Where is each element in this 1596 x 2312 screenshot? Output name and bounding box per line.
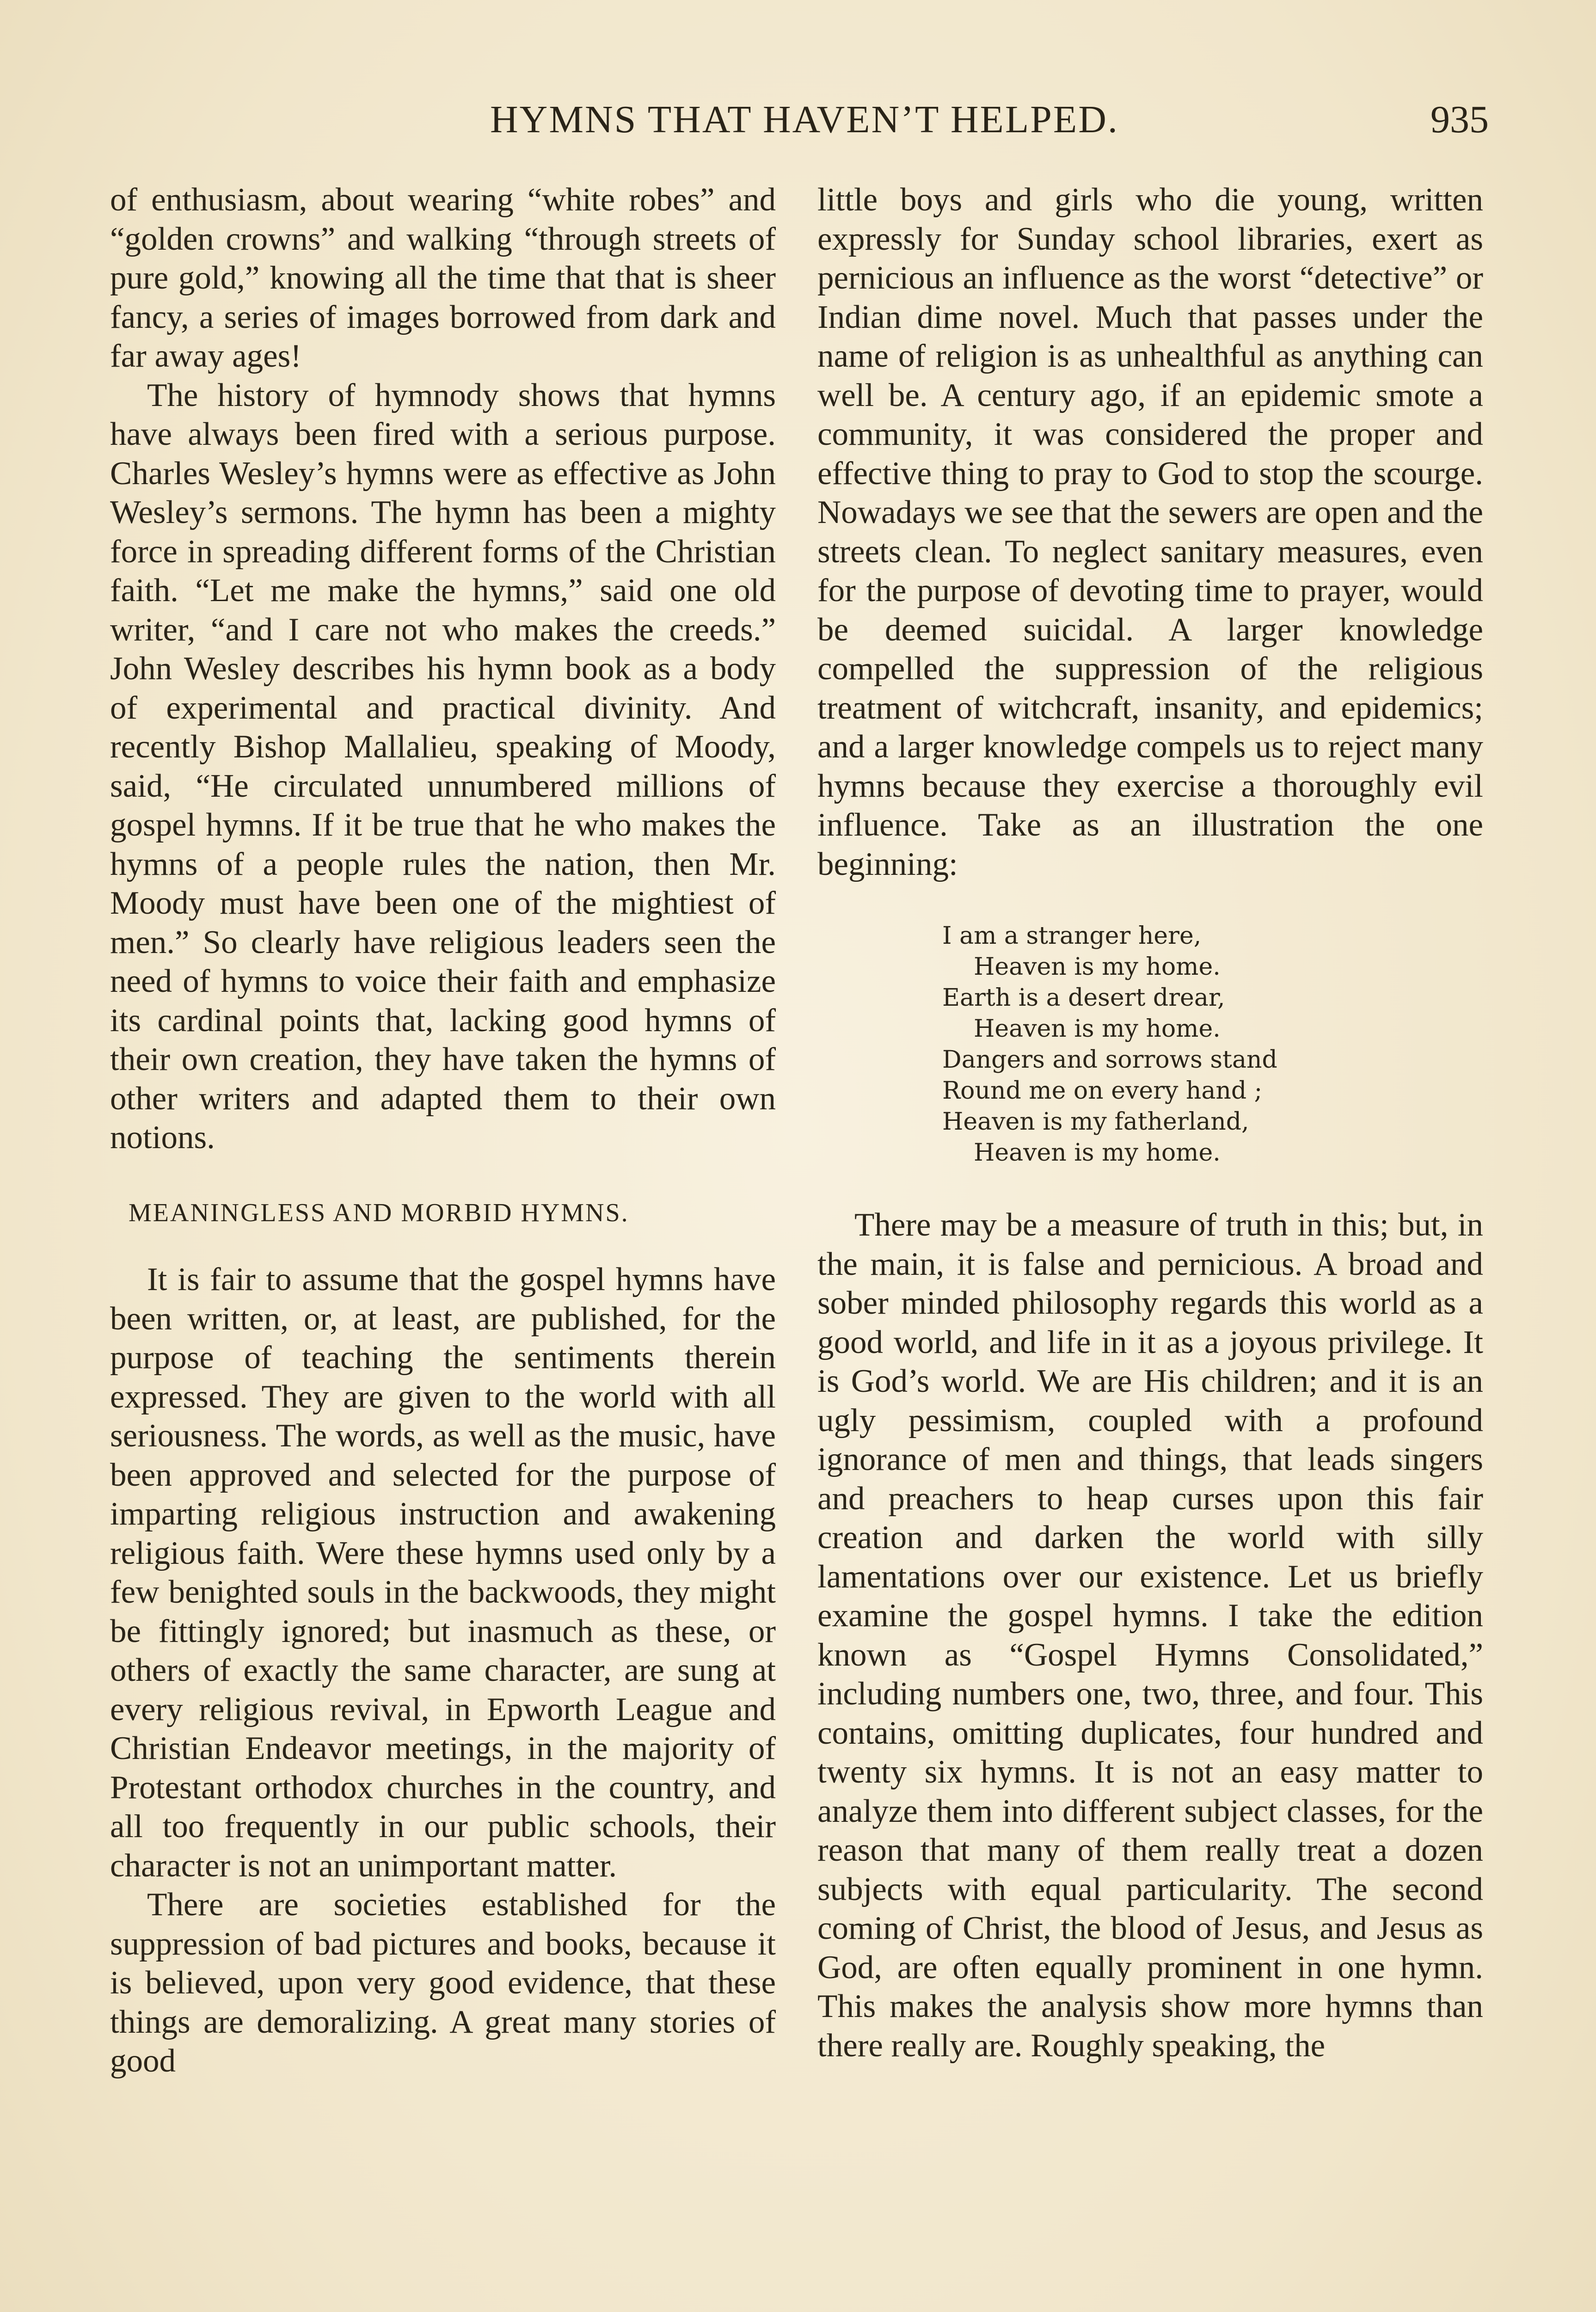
hymn-quotation	[817, 921, 1483, 1168]
right-column	[817, 180, 1483, 2065]
paragraph: of enthusiasm, about wearing “white robes” and “golden crowns” and walking “through streets of pure gold,” knowing all the time that that is sheer fancy, a series of images borrowed from dark and far away ages!	[110, 182, 776, 374]
poem-line: Earth is a desert drear,	[942, 984, 1225, 1012]
paragraph: There are societies established for the suppression of bad pictures and books, because it is believed, upon very good evidence, that these things are demoralizing. A great many stories of good	[110, 1887, 776, 2079]
running-title: HYMNS THAT HAVEN’T HELPED.	[490, 98, 1119, 141]
poem-line: I am a stranger here,	[942, 922, 1202, 950]
poem-line: Heaven is my home.	[974, 1139, 1221, 1167]
poem-line: Round me on every hand ;	[942, 1077, 1263, 1105]
poem-line: Heaven is my home.	[974, 953, 1221, 981]
poem-line: Heaven is my fatherland,	[942, 1108, 1249, 1136]
section-heading: MEANINGLESS AND MORBID HYMNS.	[129, 1198, 629, 1227]
poem-line: Heaven is my home.	[974, 1015, 1221, 1043]
paragraph: little boys and girls who die young, written expressly for Sunday school libraries, exert as pernicious an influence as the worst “detective” or Indian dime novel. Much that passes under the name of religion is as unhealthful as anything can well be. A century ago, if an epidemic smote a community, it was considered the proper and effective thing to pray to God to stop the scourge. Nowadays we see that the sewers are open and the streets clean. To neglect sanitary measures, even for the purpose of devoting time to prayer, would be deemed suicidal. A larger knowledge compelled the suppression of the religious treatment of witchcraft, insanity, and epidemics; and a larger knowledge compels us to reject many hymns because they exercise a thoroughly evil influence. Take as an illustration the one beginning:	[817, 182, 1483, 882]
paragraph: It is fair to assume that the gospel hymns have been written, or, at least, are published, for the purpose of teaching the sentiments therein expressed. They are given to the world with all seriousness. The words, as well as the music, have been approved and selected for the purpose of imparting religious instruction and awakening religious faith. Were these hymns used only by a few benighted souls in the backwoods, they might be fittingly ignored; but inasmuch as these, or others of exactly the same character, are sung at every religious revival, in Epworth League and Christian Endeavor meetings, in the majority of Protestant orthodox churches in the country, and all too frequently in our public schools, their character is not an unimportant matter.	[110, 1261, 776, 1884]
paragraph: There may be a measure of truth in this; but, in the main, it is false and pernicious. A broad and sober minded philosophy regards this world as a good world, and life in it as a joyous privilege. It is God’s world. We are His children; and it is an ugly pessimism, coupled with a profound ignorance of men and things, that leads singers and preachers to heap curses upon this fair creation and darken the world with silly lamentations over our existence. Let us briefly examine the gospel hymns. I take the edition known as “Gospel Hymns Consolidated,” including numbers one, two, three, and four. This contains, omitting duplicates, four hundred and twenty six hymns. It is not an easy matter to analyze them into different subject classes, for the reason that many of them really treat a dozen subjects with equal particularity. The second coming of Christ, the blood of Jesus, and Jesus as God, are often equally prominent in one hymn. This makes the analysis show more hymns than there really are. Roughly speaking, the	[817, 1207, 1483, 2064]
page-number: 935	[1430, 98, 1489, 141]
paragraph: The history of hymnody shows that hymns have always been fired with a serious purpose. Charles Wesley’s hymns were as effective as John Wesley’s sermons. The hymn has been a mighty force in spreading different forms of the Christian faith. “Let me make the hymns,” said one old writer, “and I care not who makes the creeds.” John Wesley describes his hymn book as a body of experimental and practical divinity. And recently Bishop Mallalieu, speaking of Moody, said, “He circulated unnumbered millions of gospel hymns. If it be true that he who makes the hymns of a people rules the nation, then Mr. Moody must have been one of the mightiest of men.” So clearly have religious leaders seen the need of hymns to voice their faith and emphasize its cardinal points that, lacking good hymns of their own creation, they have taken the hymns of other writers and adapted them to their own notions.	[110, 377, 776, 1156]
running-head	[0, 92, 1596, 148]
poem-line: Dangers and sorrows stand	[942, 1046, 1277, 1074]
left-column	[110, 180, 776, 2081]
